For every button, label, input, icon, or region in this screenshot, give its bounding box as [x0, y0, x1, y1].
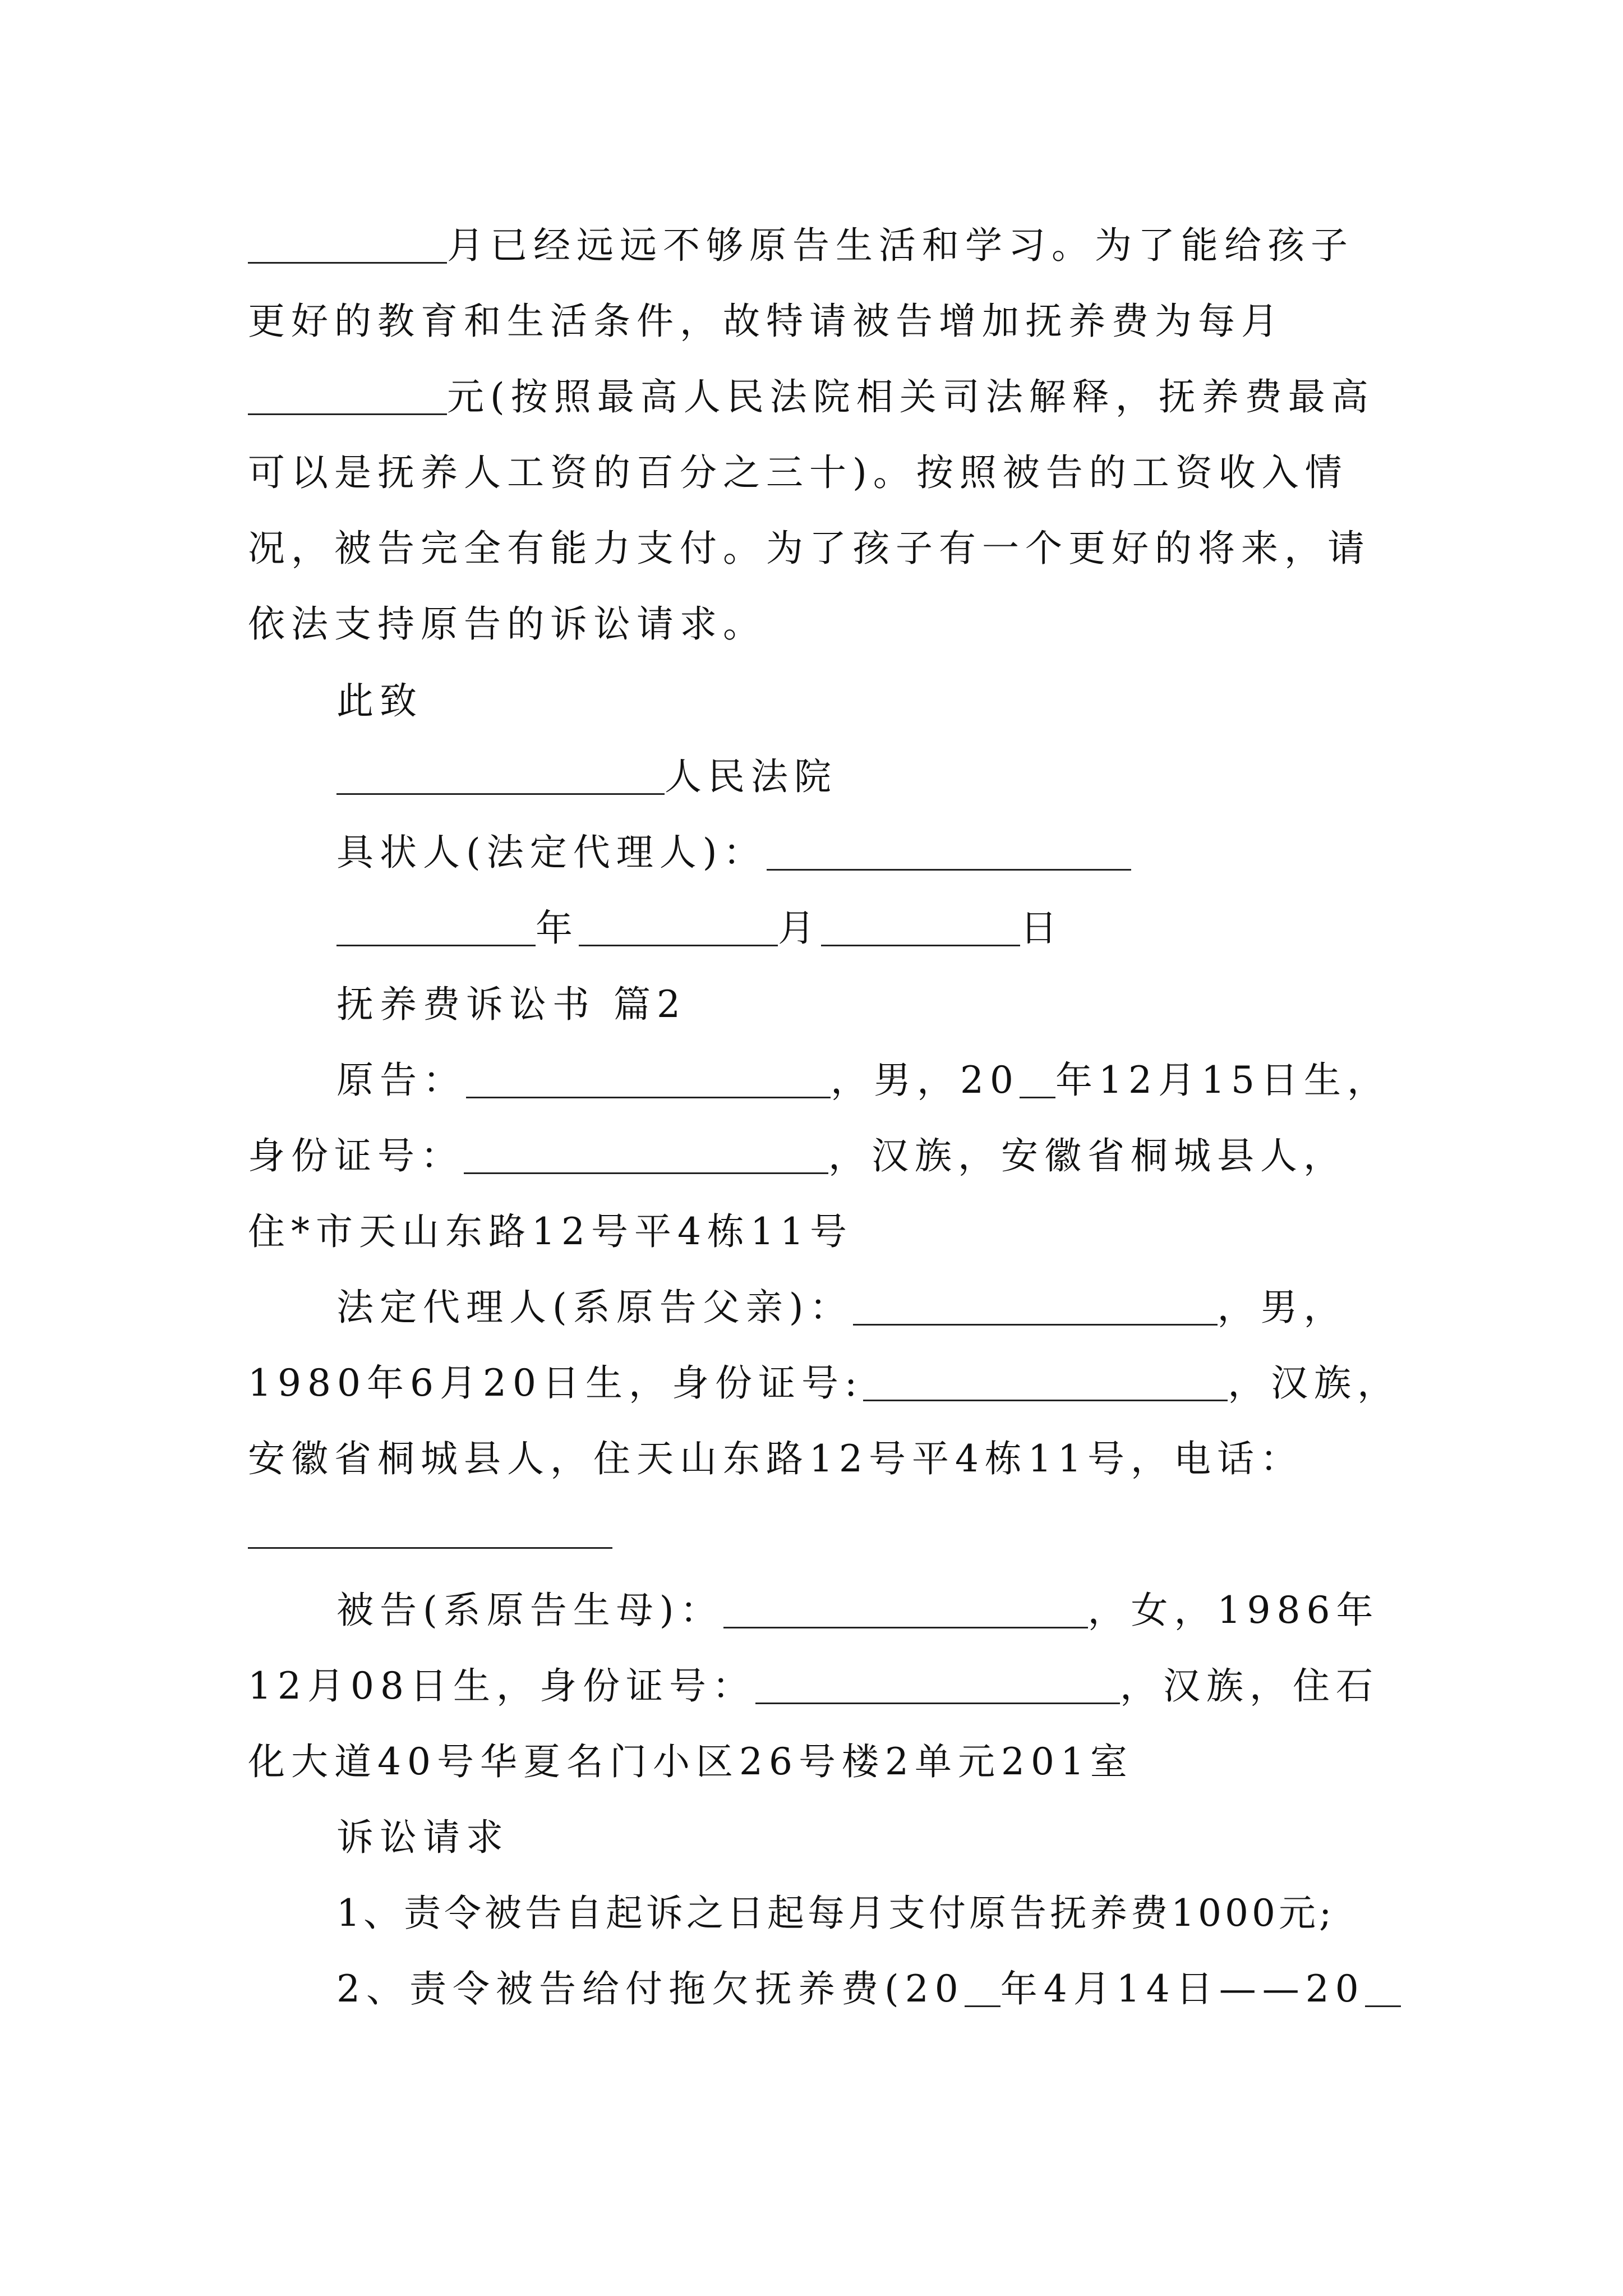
agent-id-line — [248, 1361, 1401, 1405]
phone-blank — [248, 1547, 612, 1549]
date-day: 日 — [1020, 907, 1063, 950]
fill-in-blank — [723, 1595, 1088, 1628]
text: ，男， — [1217, 1286, 1347, 1329]
defendant-address-line: 化大道40号华夏名门小区26号楼2单元201室 — [248, 1740, 1133, 1783]
paragraph-line — [248, 527, 1371, 570]
salutation: 此致 — [336, 679, 423, 723]
date-year: 年 — [536, 907, 579, 950]
court-label: 人民法院 — [665, 755, 837, 798]
fill-in-blank — [1020, 1065, 1055, 1098]
plaintiff-address-line: 住*市天山东路12号平4栋11号 — [248, 1210, 853, 1253]
agent-line — [336, 1286, 1347, 1329]
date-line — [336, 907, 1063, 950]
defendant-label: 被告(系原告生母)： — [336, 1589, 723, 1632]
text: 可以是抚养人工资的百分之三十)。按照被告的工资收入情 — [248, 451, 1348, 494]
paragraph-line — [248, 224, 1354, 267]
paragraph-line — [248, 602, 766, 646]
text: ，男，20 — [831, 1059, 1020, 1102]
text: ，女，1986年 — [1087, 1589, 1380, 1632]
fill-in-blank — [248, 231, 447, 264]
fill-in-blank — [336, 913, 536, 946]
text: 12月08日生，身份证号： — [248, 1664, 755, 1708]
agent-label: 法定代理人(系原告父亲)： — [336, 1286, 853, 1329]
text: 2、责令被告给付拖欠抚养费(20 — [336, 1967, 965, 2010]
section-heading: 抚养费诉讼书 篇2 — [336, 983, 686, 1026]
text: 年12月15日生， — [1055, 1059, 1390, 1102]
fill-in-blank — [464, 1141, 828, 1174]
signer-label: 具状人(法定代理人)： — [336, 831, 767, 874]
date-month: 月 — [778, 907, 821, 950]
fill-in-blank — [863, 1368, 1228, 1401]
defendant-line — [336, 1589, 1380, 1632]
court-line — [336, 755, 837, 798]
signer-line — [336, 831, 1131, 874]
text: ，汉族， — [1228, 1361, 1401, 1405]
text: 1980年6月20日生，身份证号: — [248, 1361, 864, 1405]
fill-in-blank — [767, 838, 1131, 871]
fill-in-blank — [821, 913, 1020, 946]
id-label: 身份证号： — [248, 1134, 464, 1177]
fill-in-blank — [466, 1065, 831, 1098]
text: 更好的教育和生活条件，故特请被告增加抚养费为每月 — [248, 300, 1284, 343]
fill-in-blank — [1365, 1974, 1401, 2007]
text: ，汉族，住石 — [1119, 1664, 1379, 1708]
paragraph-line — [248, 300, 1284, 343]
text: 况，被告完全有能力支付。为了孩子有一个更好的将来，请 — [248, 527, 1371, 570]
defendant-id-line — [248, 1664, 1379, 1708]
fill-in-blank — [579, 913, 778, 946]
fill-in-blank — [755, 1671, 1120, 1704]
text: 月已经远远不够原告生活和学习。为了能给孩子 — [447, 224, 1354, 267]
plaintiff-id-line — [248, 1134, 1347, 1177]
fill-in-blank — [248, 382, 447, 415]
paragraph-line — [248, 451, 1348, 494]
text: 元(按照最高人民法院相关司法解释，抚养费最高 — [447, 375, 1375, 418]
text: ，汉族，安徽省桐城县人， — [828, 1134, 1347, 1177]
claims-heading: 诉讼请求 — [336, 1816, 509, 1859]
fill-in-blank — [965, 1974, 1000, 2007]
fill-in-blank — [853, 1292, 1218, 1326]
fill-in-blank — [336, 762, 665, 795]
plaintiff-label: 原告： — [336, 1059, 466, 1102]
text: 依法支持原告的诉讼请求。 — [248, 602, 766, 646]
text: 年4月14日——20 — [1000, 1967, 1365, 2010]
agent-address-line: 安徽省桐城县人，住天山东路12号平4栋11号，电话： — [248, 1437, 1303, 1480]
claim-item — [336, 1967, 1401, 2010]
plaintiff-line — [336, 1059, 1390, 1102]
paragraph-line — [248, 375, 1375, 418]
claim-item: 1、责令被告自起诉之日起每月支付原告抚养费1000元; — [336, 1892, 1335, 1935]
